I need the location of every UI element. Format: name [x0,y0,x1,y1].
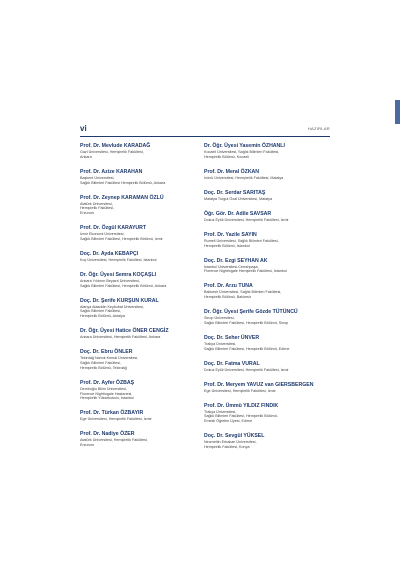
contributor-affiliation: Ankara Yıldırım Beyazıt Üniversitesi, [80,278,140,283]
contributor-name: Dr. Öğr. Üyesi Yasemin ÖZHANLI [204,143,285,149]
contributor-affiliation: Dokuz Eylül Üniversitesi, Hemşirelik Fakültesi, İzmir [204,217,289,222]
contributor-affiliation: Alanya Alaaddin Keykubat Üniversitesi, [80,304,144,309]
contributor-name: Prof. Dr. Nadiye ÖZER [80,431,135,438]
side-tab-marker [395,100,400,124]
contributor-affiliation: Ege Üniversitesi, Hemşirelik Fakültesi, İzmir [204,388,276,393]
contributor-affiliation: Atatürk Üniversitesi, [80,201,113,206]
contributor-name: Dr. Öğr. Üyesi Semra KOÇAŞLI [80,271,157,278]
contributor-affiliation: Hemşirelik Bölümü, Balıkesir [204,295,251,300]
contributor-entry [204,335,322,352]
contributor-affiliation: Florence Nightingale Hemşirelik Fakültesi, İstanbul [204,269,287,274]
contributor-affiliation: Ankara [80,154,92,159]
contributor-name: Doç. Dr. Serdar SARITAŞ [204,189,266,196]
contributor-entry [204,309,322,326]
contributor-affiliation: Kocaeli Üniversitesi, Sağlık Bilimleri Fakültesi, [204,150,280,154]
contributor-affiliation: Sağlık Bilimleri Fakültesi, Hemşirelik Bölümü, Edirne [204,346,290,351]
contributor-affiliation: Başkent Üniversitesi, [80,175,115,180]
contributor-affiliation: Sağlık Bilimleri Fakültesi, Hemşirelik Bölümü, Ankara [80,283,167,288]
contributor-affiliation: Sağlık Bilimleri Fakültesi Hemşirelik Bölümü, Ankara [80,180,166,185]
contributor-name: Prof. Dr. Meryem YAVUZ van GIERSBERGEN [204,381,314,388]
page-number: vi [80,124,87,133]
contributor-entry [204,382,322,394]
contributor-affiliation: Ankara Üniversitesi, Hemşirelik Fakültesi, Ankara [80,335,161,340]
contributor-entry [80,169,198,186]
contributor-name: Dr. Öğr. Üyesi Şerife Gözde TÜTÜNCÜ [204,309,298,316]
contributor-entry [80,143,198,160]
contributor-affiliation: Sağlık Bilimleri Fakültesi, Hemşirelik Bölümü, Sinop [204,320,289,325]
contributor-affiliation: Atatürk Üniversitesi, Hemşirelik Fakültesi, [80,438,148,443]
contributor-affiliation: Erzurum [80,211,94,216]
contributor-name: Doç. Dr. Ayda KEBAPÇI [80,250,139,257]
contributor-affiliation: Gazi Üniversitesi, Hemşirelik Fakültesi, [80,150,144,154]
contributor-name: Doç. Dr. Ebru ÖNLER [80,349,133,356]
contributor-entry [80,195,198,216]
contributor-name: Doç. Dr. Şerife KURŞUN KURAL [80,297,159,304]
contributor-affiliation: Emekli Öğretim Üyesi, Edirne [204,419,253,424]
contributor-affiliation: Trakya Üniversitesi, [204,409,237,414]
contributor-affiliation: Balıkesir Üniversitesi, Sağlık Bilimleri Fakültesi, [204,290,282,295]
contributor-name: Prof. Dr. Azize KARAHAN [80,168,143,175]
contributor-entry [204,232,322,249]
contributor-affiliation: Sinop Üniversitesi, [204,316,235,321]
contributor-name: Prof. Dr. Meral ÖZKAN [204,168,260,175]
contributor-entry [80,225,198,242]
contributor-entry [80,431,198,448]
contributor-affiliation: Hemşirelik Yüksekokulu, İstanbul [80,396,135,401]
contributor-entry [204,190,322,202]
contributor-affiliation: Hemşirelik Fakültesi, Konya [204,444,250,449]
contributor-affiliation: Demiroğlu Bilim Üniversitesi, [80,386,127,391]
contributor-affiliation: Ege Üniversitesi, Hemşirelik Fakültesi, İzmir [80,417,152,422]
header-rule [80,136,330,137]
contributor-entry [80,298,198,319]
running-title: HAZIRLAR [307,126,330,131]
contributor-entry [204,283,322,300]
contributor-name: Prof. Dr. Ümmü YILDIZ FINDIK [204,402,279,409]
contributor-affiliation: Dokuz Eylül Üniversitesi, Hemşirelik Fakültesi, İzmir [204,367,289,372]
contributor-affiliation: Necmettin Erbakan Üniversitesi, [204,440,257,445]
contributor-name: Prof. Dr. Türkan ÖZBAYIR [80,410,144,417]
contributor-affiliation: Sağlık Bilimleri Fakültesi, [80,309,121,314]
contributor-affiliation: Koç Üniversitesi, Hemşirelik Fakültesi, İstanbul [80,257,157,262]
contributor-affiliation: Hemşirelik Bölümü, Antalya [80,314,125,319]
contributor-name: Öğr. Gör. Dr. Adile SAVSAR [204,210,272,217]
contributor-affiliation: Trakya Üniversitesi, [204,341,237,346]
contributor-entry [80,272,198,289]
contributor-entry [204,143,322,160]
contributor-affiliation: Malatya Turgut Özal Üniversitesi, Malatya [204,196,273,201]
contributor-entry [204,258,322,275]
right-column [204,143,322,459]
contributor-affiliation: Erzurum [80,443,94,448]
contributor-affiliation: Hemşirelik Bölümü, İstanbul [204,243,250,248]
contributor-affiliation: Hemşirelik Fakültesi, [80,206,115,211]
contributor-name: Prof. Dr. Özgül KARAYURT [80,225,147,232]
contributor-name: Prof. Dr. Arzu TUNA [204,283,253,290]
contributor-name: Prof. Dr. Zeynep KARAMAN ÖZLÜ [80,194,164,201]
contributor-name: Prof. Dr. Ayfer ÖZBAŞ [80,379,135,386]
contributor-affiliation: İnönü Üniversitesi, Hemşirelik Fakültesi, Malatya [204,175,284,180]
contributor-name: Doç. Dr. Seher ÜNVER [204,334,260,341]
contributor-entry [80,251,198,263]
contributor-entry [80,328,198,340]
left-column [80,143,198,457]
contributor-name: Prof. Dr. Yazile SAYIN [204,231,257,238]
contributor-affiliation: İzmir Ekonomi Üniversitesi, [80,232,125,237]
contributor-affiliation: Tekirdağ Namık Kemal Üniversitesi, [80,356,139,361]
contributor-affiliation: Sağlık Bilimleri Fakültesi, Hemşirelik Bölümü, [204,414,278,419]
contributor-affiliation: Sağlık Bilimleri Fakültesi, Hemşirelik Bölümü, İzmir [80,236,163,241]
contributor-name: Doç. Dr. Ezgi SEYHAN AK [204,257,268,264]
contributor-affiliation: Rumeli Üniversitesi, Sağlık Bilimleri Fakültesi, [204,238,279,243]
contributor-name: Prof. Dr. Mevlude KARADAĞ [80,143,151,149]
contributor-entry [204,433,322,450]
contributor-affiliation: Hemşirelik Bölümü, Tekirdağ [80,365,127,370]
contributor-affiliation: İstanbul Üniversitesi-Cerrahpaşa, [204,264,259,269]
contributor-affiliation: Sağlık Bilimleri Fakültesi, [80,361,121,366]
contributor-entry [204,169,322,181]
page-header [80,124,330,136]
contributor-name: Doç. Dr. Sevgül YÜKSEL [204,433,265,440]
contributor-entry [204,211,322,223]
contributor-affiliation: Hemşirelik Bölümü, Kocaeli [204,154,249,159]
contributor-entry [80,380,198,401]
contributor-affiliation: Florence Nightingale Hastanesi, [80,391,133,396]
contributor-entry [204,403,322,424]
contributor-entry [204,361,322,373]
contributor-name: Doç. Dr. Fatma VURAL [204,360,260,367]
contributor-name: Dr. Öğr. Üyesi Hatice ÖNER CENGİZ [80,328,169,335]
contributor-entry [80,410,198,422]
contributor-entry [80,349,198,370]
